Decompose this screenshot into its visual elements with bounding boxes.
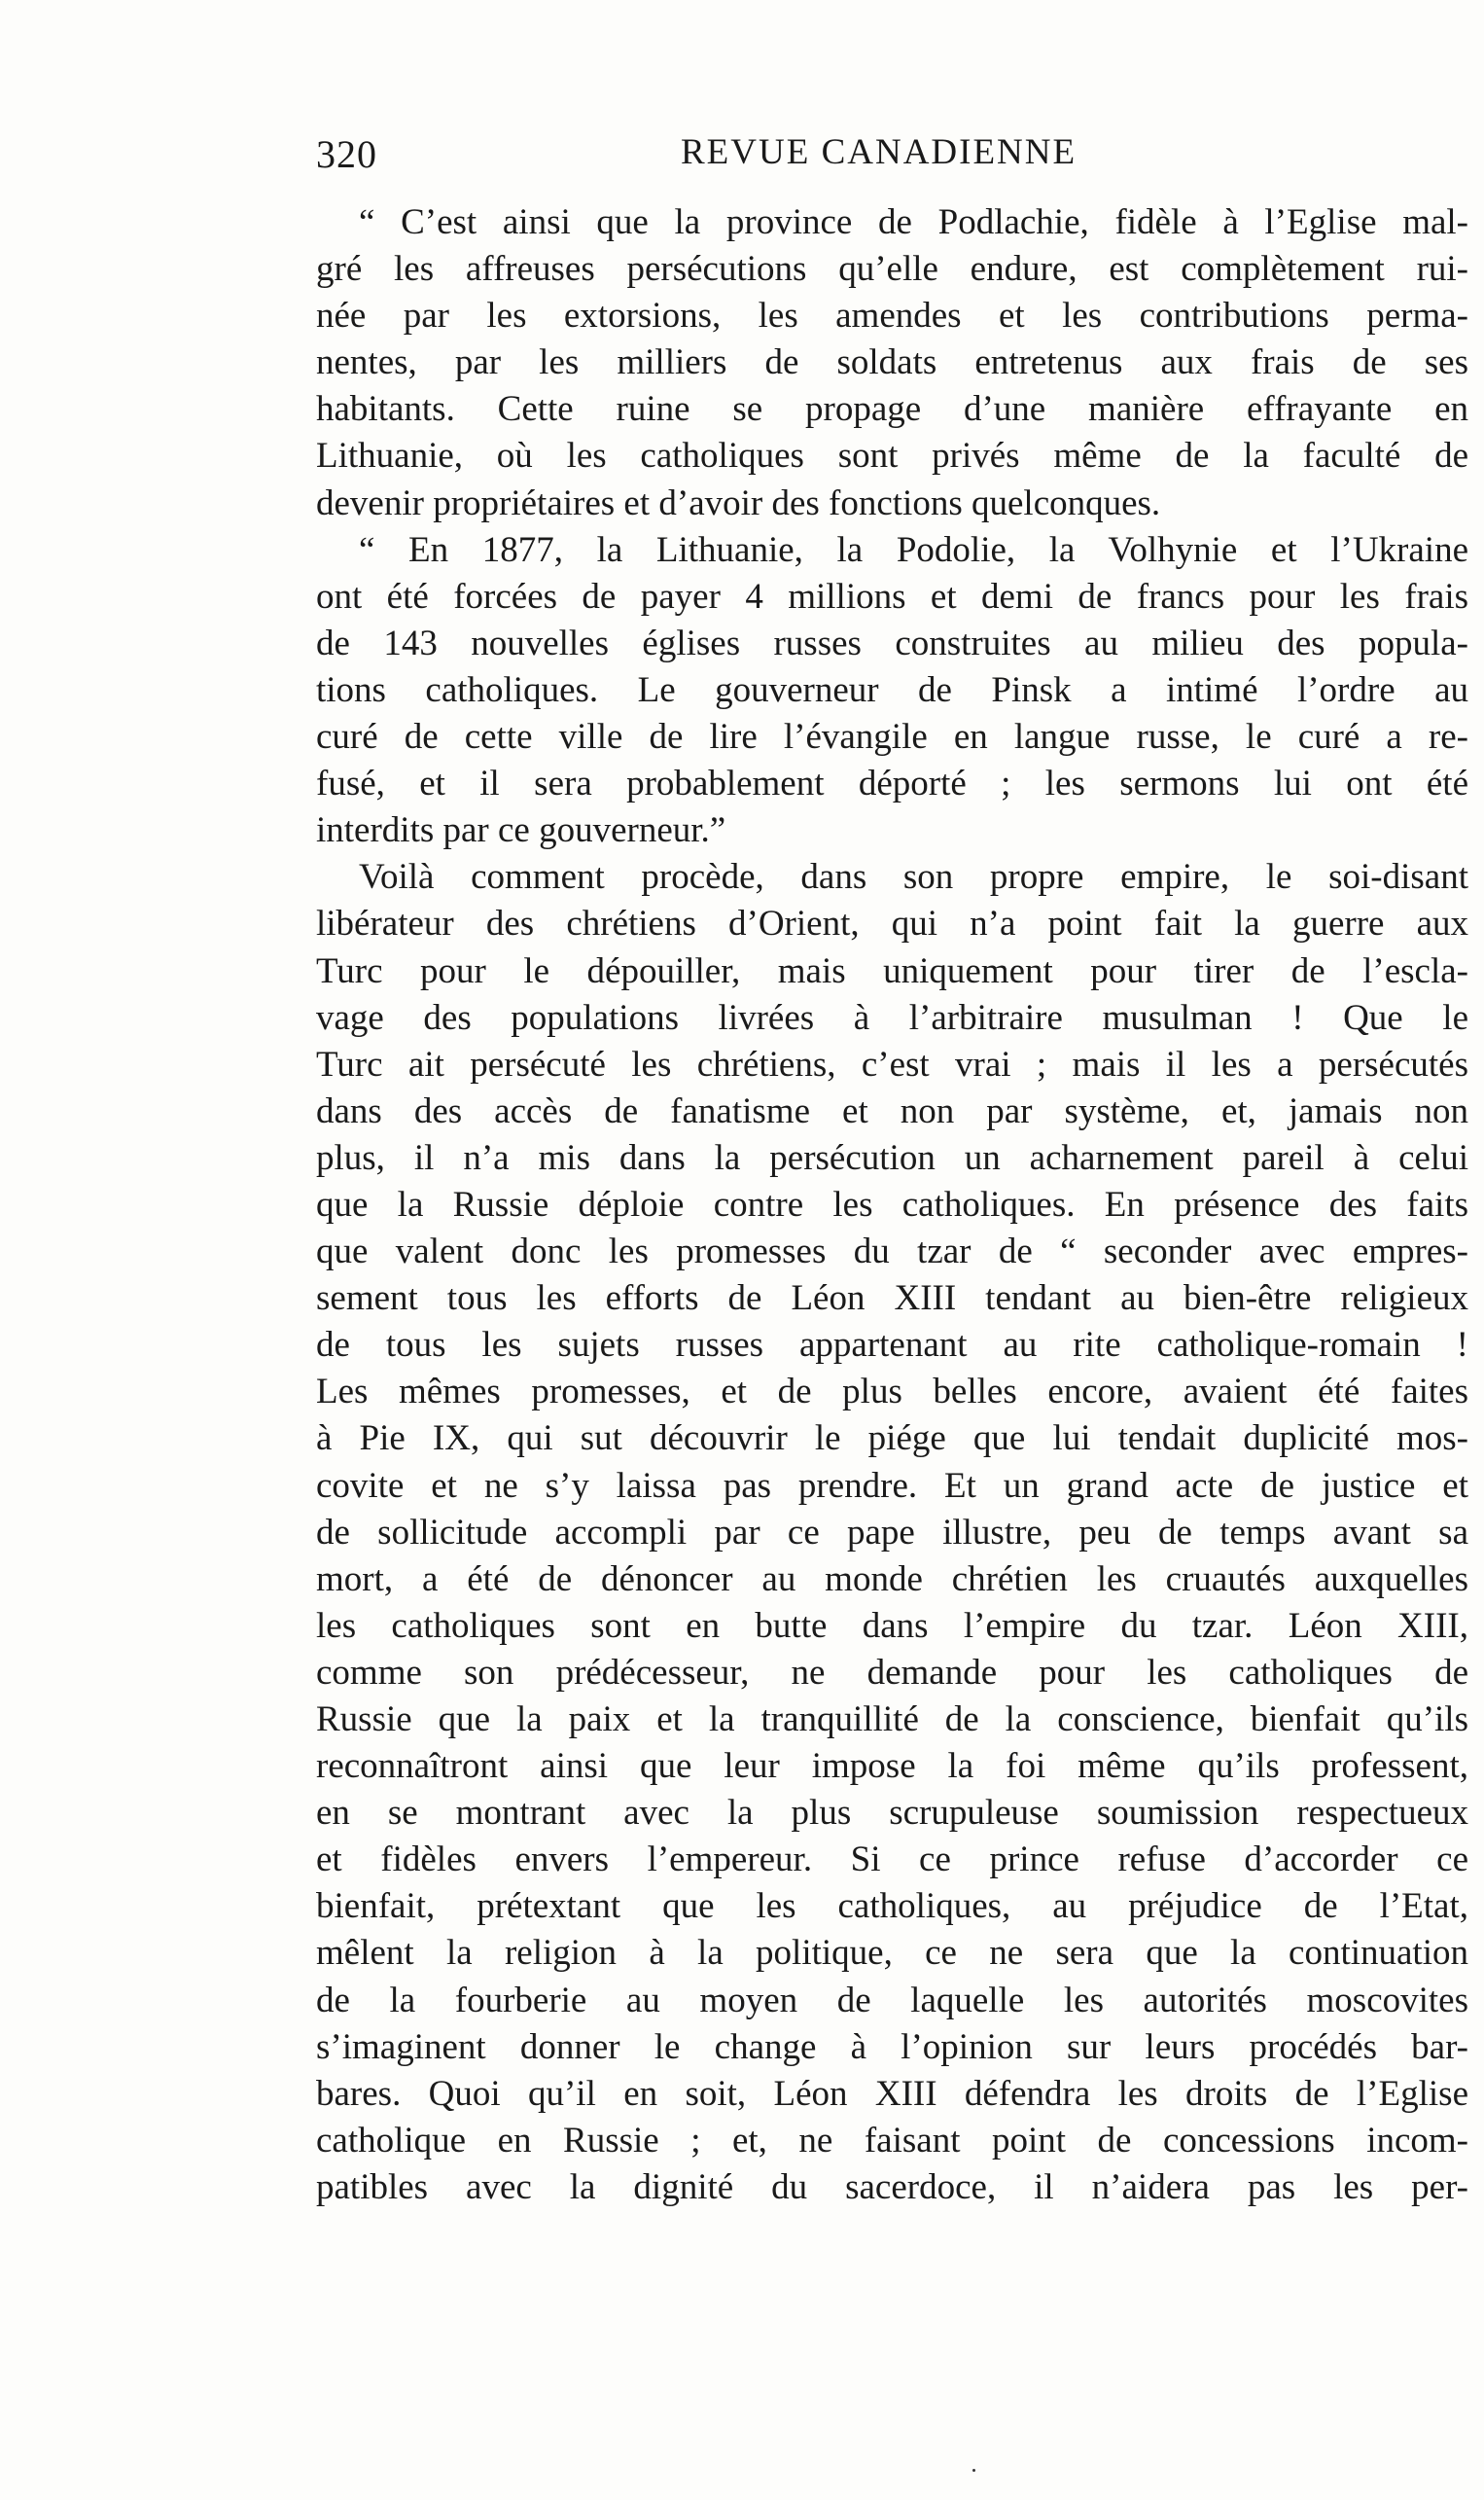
- text-line: reconnaîtront ainsi que leur impose la foi même qu’ils professent,: [316, 1746, 1468, 1787]
- text-line: Voilà comment procède, dans son propre empire, le soi-disant: [359, 857, 1468, 898]
- text-line: covite et ne s’y laissa pas prendre. Et un grand acte de justice et: [316, 1465, 1468, 1506]
- text-line: devenir propriétaires et d’avoir des fonctions quelconques.: [316, 482, 1161, 523]
- text-line: gré les affreuses persécutions qu’elle endure, est complètement rui-: [316, 249, 1468, 290]
- text-line: interdits par ce gouverneur.”: [316, 810, 726, 851]
- text-line: les catholiques sont en butte dans l’empire du tzar. Léon XIII,: [316, 1605, 1468, 1646]
- text-line: plus, il n’a mis dans la persécution un acharnement pareil à celui: [316, 1137, 1468, 1178]
- text-line: patibles avec la dignité du sacerdoce, il n’aidera pas les per-: [316, 2166, 1468, 2207]
- text-line: que valent donc les promesses du tzar de “ seconder avec empres-: [316, 1232, 1468, 1272]
- text-line: et fidèles envers l’empereur. Si ce prince refuse d’accorder ce: [316, 1839, 1468, 1880]
- text-line: catholique en Russie ; et, ne faisant point de concessions incom-: [316, 2120, 1468, 2161]
- text-line: curé de cette ville de lire l’évangile en langue russe, le curé a re-: [316, 717, 1468, 758]
- page-number: 320: [316, 132, 377, 176]
- text-line: “ C’est ainsi que la province de Podlachie, fidèle à l’Eglise mal-: [359, 202, 1468, 242]
- text-line: que la Russie déploie contre les catholiques. En présence des faits: [316, 1184, 1468, 1225]
- text-line: mort, a été de dénoncer au monde chrétien les cruautés auxquelles: [316, 1558, 1468, 1599]
- text-line: de 143 nouvelles églises russes construites au milieu des popula-: [316, 623, 1468, 663]
- text-line: de sollicitude accompli par ce pape illustre, peu de temps avant sa: [316, 1512, 1468, 1553]
- body-text: [316, 199, 1468, 2211]
- text-line: de la fourberie au moyen de laquelle les autorités moscovites: [316, 1980, 1468, 2020]
- running-title: REVUE CANADIENNE: [681, 132, 1078, 172]
- text-line: comme son prédécesseur, ne demande pour les catholiques de: [316, 1652, 1468, 1693]
- text-line: Les mêmes promesses, et de plus belles encore, avaient été faites: [316, 1372, 1468, 1412]
- text-line: à Pie IX, qui sut découvrir le piége que lui tendait duplicité mos-: [316, 1418, 1468, 1459]
- text-line: Turc ait persécuté les chrétiens, c’est vrai ; mais il les a persécutés: [316, 1044, 1468, 1085]
- text-line: Russie que la paix et la tranquillité de la conscience, bienfait qu’ils: [316, 1699, 1468, 1739]
- text-line: de tous les sujets russes appartenant au rite catholique-romain !: [316, 1325, 1468, 1366]
- text-line: bares. Quoi qu’il en soit, Léon XIII défendra les droits de l’Eglise: [316, 2073, 1468, 2114]
- text-line: ont été forcées de payer 4 millions et demi de francs pour les frais: [316, 576, 1468, 617]
- text-line: tions catholiques. Le gouverneur de Pinsk a intimé l’ordre au: [316, 669, 1468, 710]
- text-line: en se montrant avec la plus scrupuleuse soumission respectueux: [316, 1793, 1468, 1834]
- text-line: fusé, et il sera probablement déporté ; les sermons lui ont été: [316, 764, 1468, 804]
- text-line: Lithuanie, où les catholiques sont privés même de la faculté de: [316, 436, 1468, 477]
- text-line: s’imaginent donner le change à l’opinion sur leurs procédés bar-: [316, 2026, 1468, 2067]
- text-line: née par les extorsions, les amendes et les contributions perma-: [316, 296, 1468, 337]
- text-line: nentes, par les milliers de soldats entretenus aux frais de ses: [316, 342, 1468, 383]
- page-header: [316, 131, 1454, 190]
- text-line: mêlent la religion à la politique, ce ne sera que la continuation: [316, 1933, 1468, 1974]
- text-line: “ En 1877, la Lithuanie, la Podolie, la Volhynie et l’Ukraine: [359, 529, 1468, 570]
- text-line: vage des populations livrées à l’arbitraire musulman ! Que le: [316, 997, 1468, 1038]
- text-line: dans des accès de fanatisme et non par système, et, jamais non: [316, 1090, 1468, 1131]
- text-line: bienfait, prétextant que les catholiques, au préjudice de l’Etat,: [316, 1886, 1468, 1927]
- text-line: Turc pour le dépouiller, mais uniquement pour tirer de l’escla-: [316, 950, 1468, 991]
- text-line: sement tous les efforts de Léon XIII tendant au bien-être religieux: [316, 1278, 1468, 1319]
- text-line: habitants. Cette ruine se propage d’une manière effrayante en: [316, 389, 1468, 430]
- text-line: libérateur des chrétiens d’Orient, qui n’a point fait la guerre aux: [316, 904, 1468, 945]
- print-speck: [972, 2469, 975, 2472]
